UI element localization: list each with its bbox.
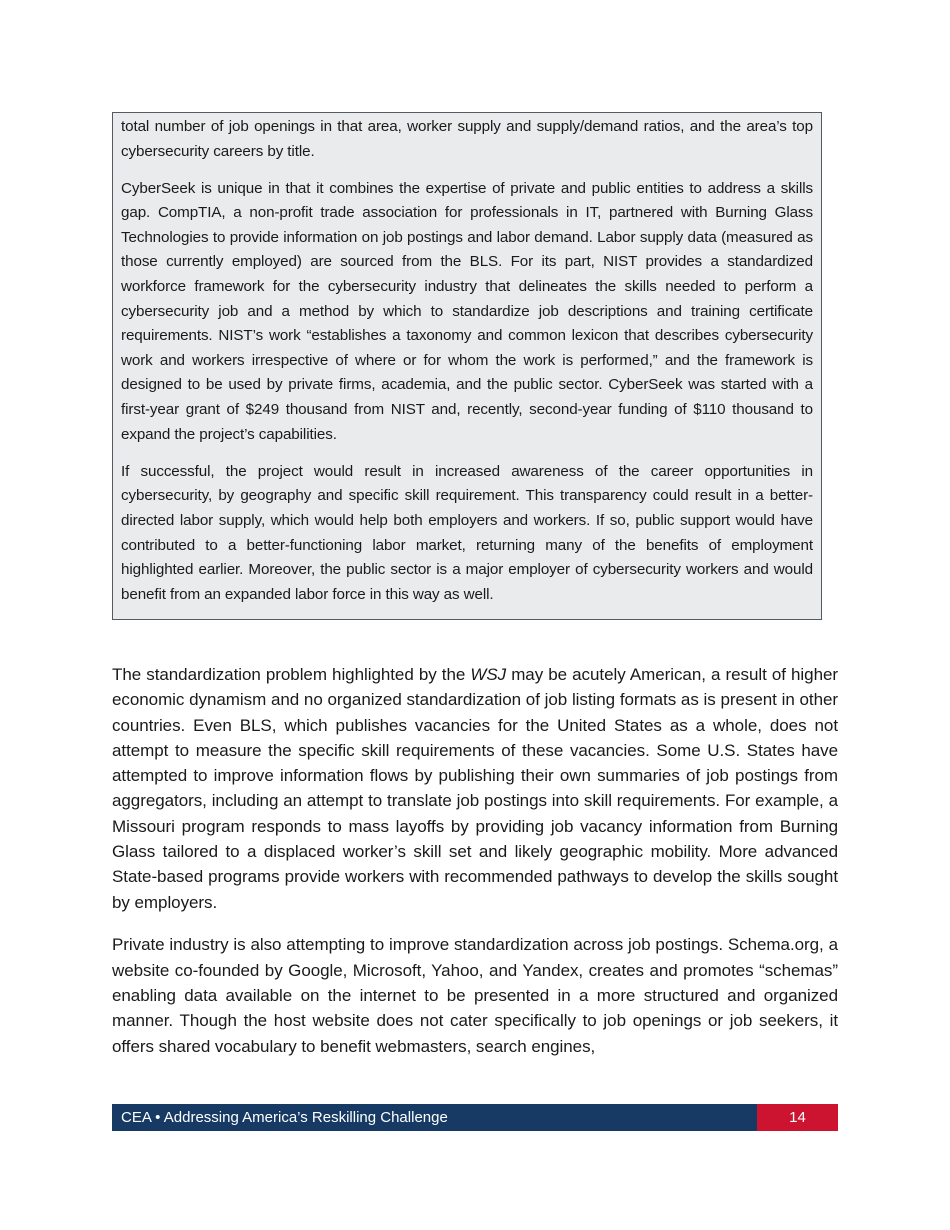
wsj-italic: WSJ — [470, 665, 507, 684]
box-paragraph: CyberSeek is unique in that it combines the expertise of private and public entities to address a skills gap. CompTIA, a non-profit trade association for professionals in IT, partnered with Burning Glass Technologies to provide information on job postings and labor demand. Labor supply data (measured as those currently employed) are sourced from the BLS. For its part, NIST provides a standardized workforce framework for the cybersecurity industry that delineates the skills needed to perform a cybersecurity job and a method by which to standardize job descriptions and training certificate requirements. NIST’s work “establishes a taxonomy and common lexicon that describes cybersecurity work and workers irrespective of where or for whom the work is performed,” and the framework is designed to be used by private firms, academia, and the public sector. CyberSeek was started with a first-year grant of $249 thousand from NIST and, recently, second-year funding of $110 thousand to expand the project’s capabilities. — [121, 179, 813, 443]
cyberseek-sidebar-box — [112, 112, 822, 620]
body-text-span: The standardization problem highlighted by the — [112, 665, 471, 684]
main-body-text — [112, 662, 838, 1076]
footer-title: CEA • Addressing America’s Reskilling Challenge — [112, 1104, 757, 1131]
body-paragraph-standardization — [112, 662, 838, 915]
page-number: 14 — [757, 1104, 838, 1131]
box-paragraph: If successful, the project would result in increased awareness of the career opportunities in cybersecurity, by geography and specific skill requirement. This transparency could result in a better-directed labor supply, which would help both employers and workers. If so, public support would have contributed to a better-functioning labor market, returning many of the benefits of employment highlighted earlier. Moreover, the public sector is a major employer of cybersecurity workers and would benefit from an expanded labor force in this way as well. — [121, 462, 813, 603]
body-paragraph-private-industry: Private industry is also attempting to improve standardization across job postings. Schema.org, a website co-founded by Google, Microsoft, Yahoo, and Yandex, creates and promotes “schemas” enabling data available on the internet to be presented in a more structured and organized manner. Though the host website does not cater specifically to job openings or job seekers, it offers shared vocabulary to benefit webmasters, search engines, — [112, 935, 838, 1056]
body-text-span: may be acutely American, a result of higher economic dynamism and no organized standardization of job listing formats as is present in other countries. Even BLS, which publishes vacancies for the United States as a whole, does not attempt to measure the specific skill requirements of these vacancies. Some U.S. States have attempted to improve information flows by publishing their own summaries of job postings from aggregators, including an attempt to translate job postings into skill requirements. For example, a Missouri program responds to mass layoffs by providing job vacancy information from Burning Glass tailored to a displaced worker’s skill set and likely geographic mobility. More advanced State-based programs provide workers with recommended pathways to develop the skills sought by employers. — [112, 665, 838, 912]
box-paragraph: total number of job openings in that area, worker supply and supply/demand ratios, and the area’s top cybersecurity careers by title. — [121, 118, 813, 160]
page-footer — [112, 1104, 838, 1131]
